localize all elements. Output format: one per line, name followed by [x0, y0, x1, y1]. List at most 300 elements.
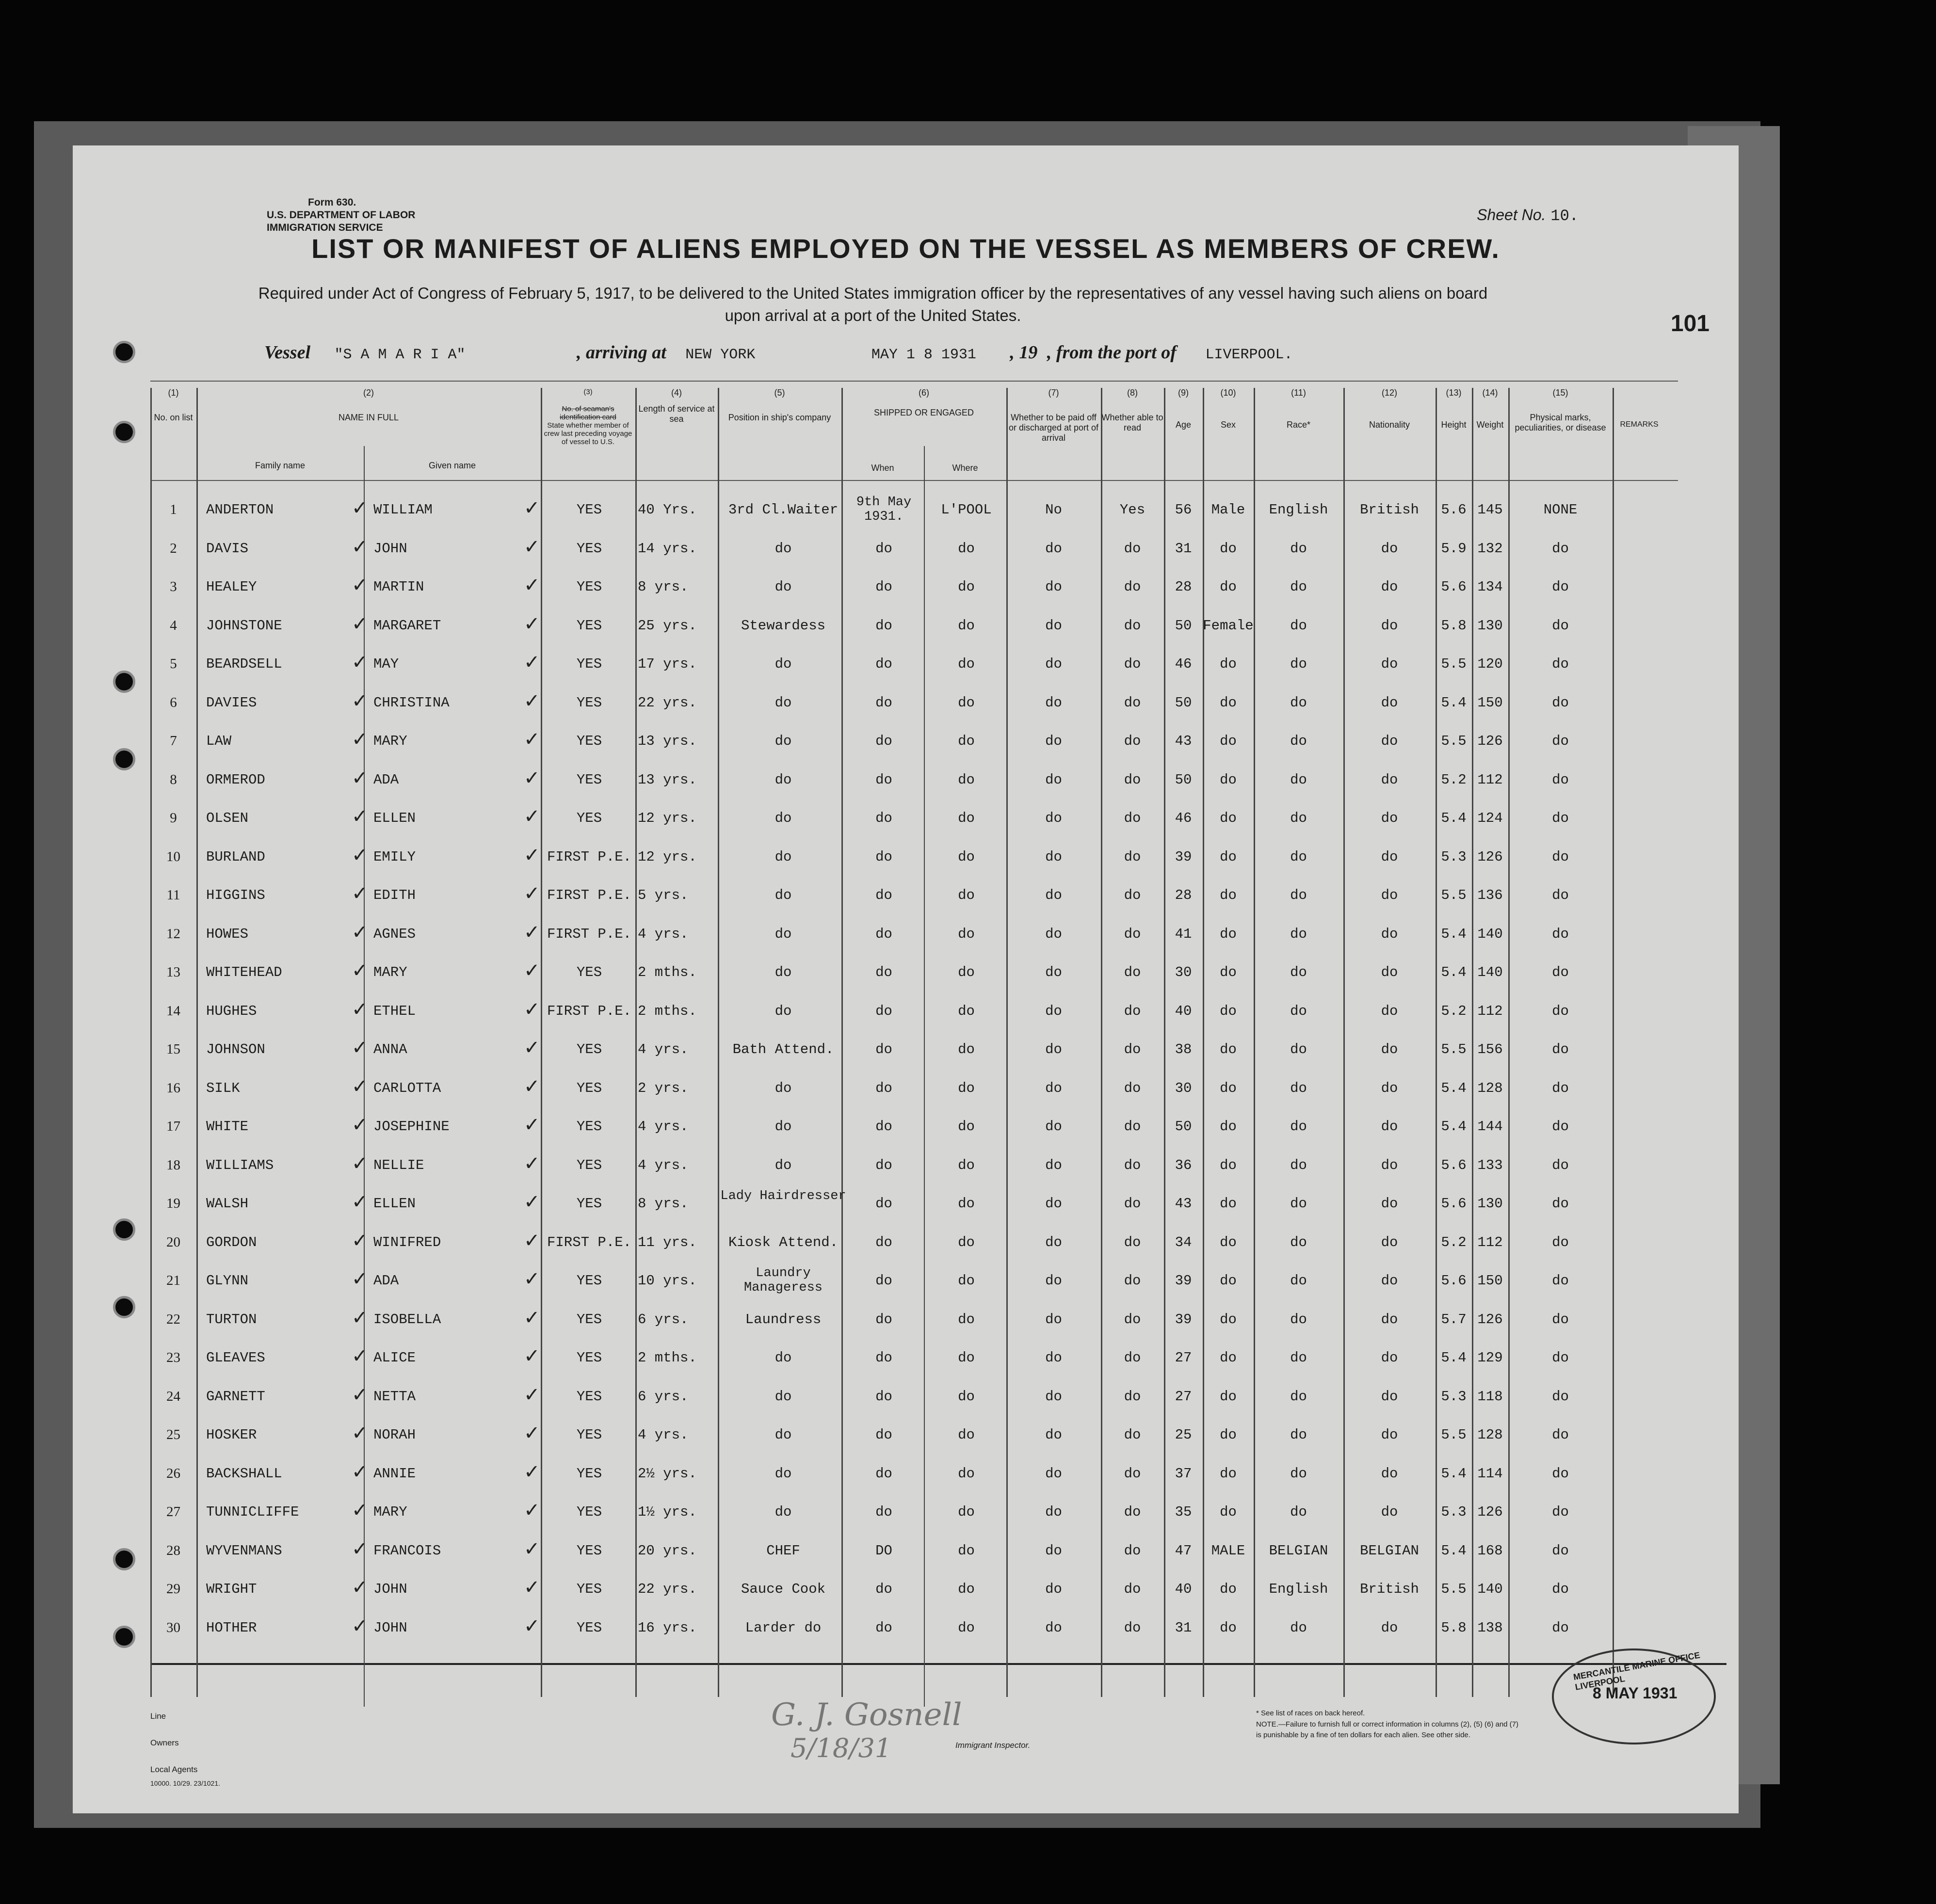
nationality: do [1381, 848, 1398, 865]
race: do [1290, 1465, 1307, 1482]
physical-marks: do [1552, 540, 1569, 557]
table-row [73, 1229, 1739, 1259]
table-row [73, 1189, 1739, 1220]
check-mark-icon: ✓ [524, 1615, 540, 1637]
family-name: BEARDSELL [206, 656, 282, 672]
shipped-when: do [875, 1427, 892, 1443]
physical-marks: do [1552, 579, 1569, 595]
shipped-when: do [875, 1504, 892, 1520]
nationality: do [1381, 887, 1398, 903]
sex: do [1220, 694, 1237, 711]
race: do [1290, 1504, 1307, 1520]
punch-hole [113, 1626, 135, 1648]
shipped-where: do [958, 1041, 975, 1057]
table-row [73, 1615, 1739, 1644]
previous-voyage: FIRST P.E. [547, 1003, 632, 1019]
check-mark-icon: ✓ [352, 1615, 368, 1637]
given-name: MARY [373, 733, 407, 749]
check-mark-icon: ✓ [524, 921, 540, 944]
physical-marks: do [1552, 1465, 1569, 1482]
family-name: DAVIES [206, 694, 257, 711]
check-mark-icon: ✓ [524, 1345, 540, 1367]
weight: 150 [1477, 694, 1503, 711]
punch-hole [113, 671, 135, 693]
arrival-date-stamp: MAY 1 8 1931 [871, 347, 976, 363]
previous-voyage: YES [576, 656, 602, 672]
col-read-header: (8) Whether able to read [1101, 388, 1163, 432]
row-number: 6 [170, 694, 177, 710]
length-of-service: 40 Yrs. [638, 502, 697, 518]
able-to-read: do [1124, 1273, 1141, 1289]
able-to-read: do [1124, 1581, 1141, 1597]
weight: 112 [1477, 1234, 1503, 1250]
table-row [73, 574, 1739, 603]
weight: 138 [1477, 1619, 1503, 1636]
able-to-read: do [1124, 617, 1141, 634]
paid-off: do [1045, 964, 1062, 980]
page-number: 101 [1670, 311, 1710, 336]
position: do [774, 694, 792, 711]
shipped-when: do [875, 1196, 892, 1212]
length-of-service: 16 yrs. [638, 1619, 697, 1636]
manifest-sheet [73, 145, 1739, 1813]
weight: 124 [1477, 810, 1503, 826]
shipped-where: L'POOL [941, 502, 992, 518]
nationality: do [1381, 733, 1398, 749]
weight: 145 [1477, 502, 1503, 518]
nationality: do [1381, 1427, 1398, 1443]
height: 5.5 [1441, 887, 1467, 903]
length-of-service: 12 yrs. [638, 810, 697, 826]
col-nationality-header: (12) Nationality [1369, 388, 1410, 430]
paid-off: do [1045, 1080, 1062, 1096]
check-mark-icon: ✓ [524, 497, 540, 519]
length-of-service: 4 yrs. [638, 1119, 689, 1135]
given-name: ETHEL [373, 1003, 416, 1019]
check-mark-icon: ✓ [352, 960, 368, 982]
shipped-where: do [958, 579, 975, 595]
sex: do [1220, 733, 1237, 749]
paid-off: do [1045, 1504, 1062, 1520]
race: do [1290, 1003, 1307, 1019]
position: CHEF [766, 1542, 800, 1559]
weight: 144 [1477, 1119, 1503, 1135]
position: do [774, 733, 792, 749]
table-row [73, 1266, 1739, 1297]
height: 5.6 [1441, 1273, 1467, 1289]
row-number: 5 [170, 656, 177, 672]
previous-voyage: FIRST P.E. [547, 848, 632, 865]
sheet-number-label: Sheet No. [1477, 206, 1546, 224]
check-mark-icon: ✓ [352, 1383, 368, 1406]
table-row [73, 960, 1739, 989]
age: 38 [1175, 1041, 1192, 1057]
table-row [73, 1537, 1739, 1567]
sex: do [1220, 1196, 1237, 1212]
check-mark-icon: ✓ [352, 1499, 368, 1521]
sex: MALE [1211, 1542, 1245, 1559]
check-mark-icon: ✓ [524, 1152, 540, 1175]
paid-off: do [1045, 848, 1062, 865]
length-of-service: 12 yrs. [638, 848, 697, 865]
header-bottom-rule [150, 480, 1678, 481]
weight: 168 [1477, 1542, 1503, 1559]
row-number: 4 [170, 617, 177, 633]
row-number: 30 [166, 1619, 180, 1635]
col-service-header: (4) Length of service at sea [638, 388, 715, 424]
physical-marks: do [1552, 617, 1569, 634]
previous-voyage: YES [576, 694, 602, 711]
length-of-service: 2 mths. [638, 1350, 697, 1366]
length-of-service: 8 yrs. [638, 1196, 689, 1212]
from-port-label: , from the port of [1047, 342, 1177, 363]
race: do [1290, 1196, 1307, 1212]
check-mark-icon: ✓ [524, 998, 540, 1021]
sex: do [1220, 656, 1237, 672]
shipped-when: do [875, 848, 892, 865]
nationality: do [1381, 1196, 1398, 1212]
weight: 128 [1477, 1080, 1503, 1096]
height: 5.4 [1441, 1542, 1467, 1559]
weight: 140 [1477, 964, 1503, 980]
race: do [1290, 848, 1307, 865]
age: 50 [1175, 1119, 1192, 1135]
position: do [774, 1504, 792, 1520]
sex: do [1220, 1388, 1237, 1405]
shipped-when: do [875, 733, 892, 749]
length-of-service: 2½ yrs. [638, 1465, 697, 1482]
age: 27 [1175, 1350, 1192, 1366]
previous-voyage: YES [576, 771, 602, 788]
height: 5.4 [1441, 1119, 1467, 1135]
weight: 126 [1477, 848, 1503, 865]
race: do [1290, 771, 1307, 788]
paid-off: do [1045, 617, 1062, 634]
shipped-when: do [875, 1234, 892, 1250]
shipped-when: do [875, 694, 892, 711]
given-name: MARY [373, 1504, 407, 1520]
nationality: do [1381, 579, 1398, 595]
position: Bath Attend. [732, 1041, 834, 1057]
row-number: 2 [170, 540, 177, 556]
race: do [1290, 810, 1307, 826]
race: do [1290, 656, 1307, 672]
height: 5.3 [1441, 1388, 1467, 1405]
given-name: NETTA [373, 1388, 416, 1405]
able-to-read: do [1124, 1080, 1141, 1096]
shipped-where: do [958, 1311, 975, 1328]
check-mark-icon: ✓ [352, 844, 368, 866]
able-to-read: do [1124, 1311, 1141, 1328]
length-of-service: 4 yrs. [638, 1157, 689, 1173]
height: 5.4 [1441, 810, 1467, 826]
check-mark-icon: ✓ [352, 1037, 368, 1059]
shipped-where: do [958, 1542, 975, 1559]
table-row [73, 998, 1739, 1027]
age: 28 [1175, 887, 1192, 903]
department: U.S. DEPARTMENT OF LABOR [267, 209, 416, 221]
length-of-service: 11 yrs. [638, 1234, 697, 1250]
height: 5.3 [1441, 1504, 1467, 1520]
previous-voyage: YES [576, 1504, 602, 1520]
sex: do [1220, 848, 1237, 865]
check-mark-icon: ✓ [524, 1460, 540, 1483]
shipped-when: do [875, 1619, 892, 1636]
previous-voyage: YES [576, 964, 602, 980]
position: do [774, 540, 792, 557]
check-mark-icon: ✓ [352, 1576, 368, 1599]
shipped-when: do [875, 771, 892, 788]
physical-marks: do [1552, 1196, 1569, 1212]
row-number: 8 [170, 771, 177, 787]
age: 50 [1175, 617, 1192, 634]
able-to-read: do [1124, 926, 1141, 942]
check-mark-icon: ✓ [352, 1422, 368, 1444]
paid-off: No [1045, 502, 1062, 518]
table-row [73, 651, 1739, 680]
able-to-read: do [1124, 579, 1141, 595]
table-row [73, 1152, 1739, 1182]
sex: do [1220, 579, 1237, 595]
given-name: JOHN [373, 1619, 407, 1636]
height: 5.6 [1441, 1157, 1467, 1173]
height: 5.6 [1441, 1196, 1467, 1212]
race: do [1290, 887, 1307, 903]
vessel-label: Vessel [264, 342, 310, 363]
shipped-where: do [958, 1427, 975, 1443]
position: do [774, 810, 792, 826]
page-title: LIST OR MANIFEST OF ALIENS EMPLOYED ON THE VESSEL AS MEMBERS OF CREW. [311, 233, 1500, 264]
physical-marks: do [1552, 1234, 1569, 1250]
age: 39 [1175, 1273, 1192, 1289]
punch-hole [113, 341, 135, 363]
physical-marks: do [1552, 1619, 1569, 1636]
family-name: BURLAND [206, 848, 265, 865]
shipped-when: do [875, 1273, 892, 1289]
shipped-where: do [958, 848, 975, 865]
physical-marks: do [1552, 1350, 1569, 1366]
height: 5.5 [1441, 733, 1467, 749]
row-number: 16 [166, 1080, 180, 1096]
col-paid-off-header: (7) Whether to be paid off or discharged at port of arrival [1008, 388, 1099, 443]
weight: 140 [1477, 1581, 1503, 1597]
shipped-when: do [875, 1350, 892, 1366]
weight: 129 [1477, 1350, 1503, 1366]
age: 50 [1175, 771, 1192, 788]
able-to-read: do [1124, 1619, 1141, 1636]
paid-off: do [1045, 1196, 1062, 1212]
shipped-where: do [958, 694, 975, 711]
row-number: 19 [166, 1196, 180, 1211]
nationality: BELGIAN [1360, 1542, 1419, 1559]
nationality: do [1381, 1041, 1398, 1057]
shipped-where: do [958, 1581, 975, 1597]
position: Kiosk Attend. [728, 1234, 839, 1250]
paid-off: do [1045, 1465, 1062, 1482]
nationality: do [1381, 771, 1398, 788]
check-mark-icon: ✓ [524, 805, 540, 828]
footer-owners-label: Owners [150, 1738, 179, 1747]
check-mark-icon: ✓ [352, 1152, 368, 1175]
nationality: do [1381, 1157, 1398, 1173]
able-to-read: do [1124, 1234, 1141, 1250]
height: 5.4 [1441, 964, 1467, 980]
family-name: GORDON [206, 1234, 257, 1250]
given-name: MARY [373, 964, 407, 980]
row-number: 15 [166, 1041, 180, 1057]
row-number: 29 [166, 1581, 180, 1597]
check-mark-icon: ✓ [524, 1306, 540, 1329]
shipped-where: do [958, 1196, 975, 1212]
table-row [73, 1114, 1739, 1143]
position: do [774, 579, 792, 595]
previous-voyage: YES [576, 1119, 602, 1135]
punch-hole [113, 421, 135, 443]
nationality: do [1381, 540, 1398, 557]
sex: do [1220, 1273, 1237, 1289]
check-mark-icon: ✓ [524, 1422, 540, 1444]
table-row [73, 805, 1739, 834]
nationality: British [1360, 1581, 1419, 1597]
shipped-when: do [875, 1003, 892, 1019]
weight: 114 [1477, 1465, 1503, 1482]
able-to-read: do [1124, 1350, 1141, 1366]
shipped-when: DO [875, 1542, 892, 1559]
length-of-service: 5 yrs. [638, 887, 689, 903]
family-name: GLEAVES [206, 1350, 265, 1366]
shipped-where: do [958, 926, 975, 942]
col-prev-voyage-header: (3) No. of seaman's identification card State whether member of crew last preceding voyage of vessel to U.S. [544, 388, 632, 446]
paid-off: do [1045, 1542, 1062, 1559]
table-row [73, 767, 1739, 796]
col-sex-header: (10) Sex [1220, 388, 1236, 430]
shipped-where: do [958, 1619, 975, 1636]
weight: 120 [1477, 656, 1503, 672]
given-name: FRANCOIS [373, 1542, 441, 1559]
length-of-service: 13 yrs. [638, 771, 697, 788]
able-to-read: do [1124, 1465, 1141, 1482]
form-header-block [267, 196, 415, 234]
row-number: 20 [166, 1234, 180, 1250]
given-name: ADA [373, 1273, 399, 1289]
nationality: do [1381, 1080, 1398, 1096]
sex: do [1220, 771, 1237, 788]
age: 25 [1175, 1427, 1192, 1443]
age: 43 [1175, 733, 1192, 749]
row-number: 23 [166, 1350, 180, 1365]
sex: do [1220, 540, 1237, 557]
row-number: 26 [166, 1465, 180, 1481]
given-name: MARTIN [373, 579, 424, 595]
physical-marks: do [1552, 1157, 1569, 1173]
check-mark-icon: ✓ [524, 1383, 540, 1406]
previous-voyage: YES [576, 1388, 602, 1405]
given-name: CARLOTTA [373, 1080, 441, 1096]
age: 39 [1175, 1311, 1192, 1328]
sex: do [1220, 1504, 1237, 1520]
row-number: 17 [166, 1119, 180, 1134]
paid-off: do [1045, 1041, 1062, 1057]
check-mark-icon: ✓ [352, 689, 368, 712]
row-number: 27 [166, 1504, 180, 1520]
shipped-when: do [875, 1080, 892, 1096]
family-name: WYVENMANS [206, 1542, 282, 1559]
weight: 150 [1477, 1273, 1503, 1289]
check-mark-icon: ✓ [352, 805, 368, 828]
check-mark-icon: ✓ [352, 1229, 368, 1252]
previous-voyage: YES [576, 540, 602, 557]
vessel-line [264, 342, 1292, 363]
previous-voyage: YES [576, 1157, 602, 1173]
previous-voyage: FIRST P.E. [547, 887, 632, 903]
weight: 118 [1477, 1388, 1503, 1405]
length-of-service: 20 yrs. [638, 1542, 697, 1559]
position: do [774, 1350, 792, 1366]
check-mark-icon: ✓ [524, 882, 540, 905]
physical-marks: do [1552, 810, 1569, 826]
row-number: 18 [166, 1157, 180, 1173]
paid-off: do [1045, 1388, 1062, 1405]
check-mark-icon: ✓ [352, 497, 368, 519]
physical-marks: do [1552, 1311, 1569, 1328]
able-to-read: do [1124, 694, 1141, 711]
length-of-service: 4 yrs. [638, 1041, 689, 1057]
height: 5.5 [1441, 1041, 1467, 1057]
check-mark-icon: ✓ [524, 728, 540, 751]
nationality: do [1381, 1311, 1398, 1328]
physical-marks: do [1552, 733, 1569, 749]
age: 31 [1175, 540, 1192, 557]
weight: 136 [1477, 887, 1503, 903]
age: 36 [1175, 1157, 1192, 1173]
table-row [73, 1306, 1739, 1336]
length-of-service: 14 yrs. [638, 540, 697, 557]
position: do [774, 964, 792, 980]
age: 28 [1175, 579, 1192, 595]
row-number: 9 [170, 810, 177, 826]
shipped-where: do [958, 964, 975, 980]
weight: 126 [1477, 1504, 1503, 1520]
check-mark-icon: ✓ [524, 535, 540, 558]
height: 5.8 [1441, 1619, 1467, 1636]
shipped-when: do [875, 1465, 892, 1482]
previous-voyage: FIRST P.E. [547, 1234, 632, 1250]
check-mark-icon: ✓ [524, 612, 540, 635]
nationality: do [1381, 1388, 1398, 1405]
family-name: HOSKER [206, 1427, 257, 1443]
col-race-header: (11) Race* [1286, 388, 1311, 430]
given-name: CHRISTINA [373, 694, 450, 711]
check-mark-icon: ✓ [352, 882, 368, 905]
shipped-where: do [958, 1119, 975, 1135]
sex: do [1220, 1003, 1237, 1019]
position: 3rd Cl.Waiter [728, 502, 839, 518]
physical-marks: do [1552, 926, 1569, 942]
check-mark-icon: ✓ [524, 1229, 540, 1252]
shipped-where: do [958, 1080, 975, 1096]
footer-line-label: Line [150, 1712, 166, 1721]
able-to-read: do [1124, 964, 1141, 980]
arriving-label: , arriving at [577, 342, 666, 363]
physical-marks: do [1552, 1388, 1569, 1405]
weight: 133 [1477, 1157, 1503, 1173]
table-row [73, 882, 1739, 912]
sex: do [1220, 1581, 1237, 1597]
shipped-where: do [958, 1350, 975, 1366]
sex: do [1220, 1234, 1237, 1250]
given-name: ISOBELLA [373, 1311, 441, 1328]
shipped-when: do [875, 656, 892, 672]
